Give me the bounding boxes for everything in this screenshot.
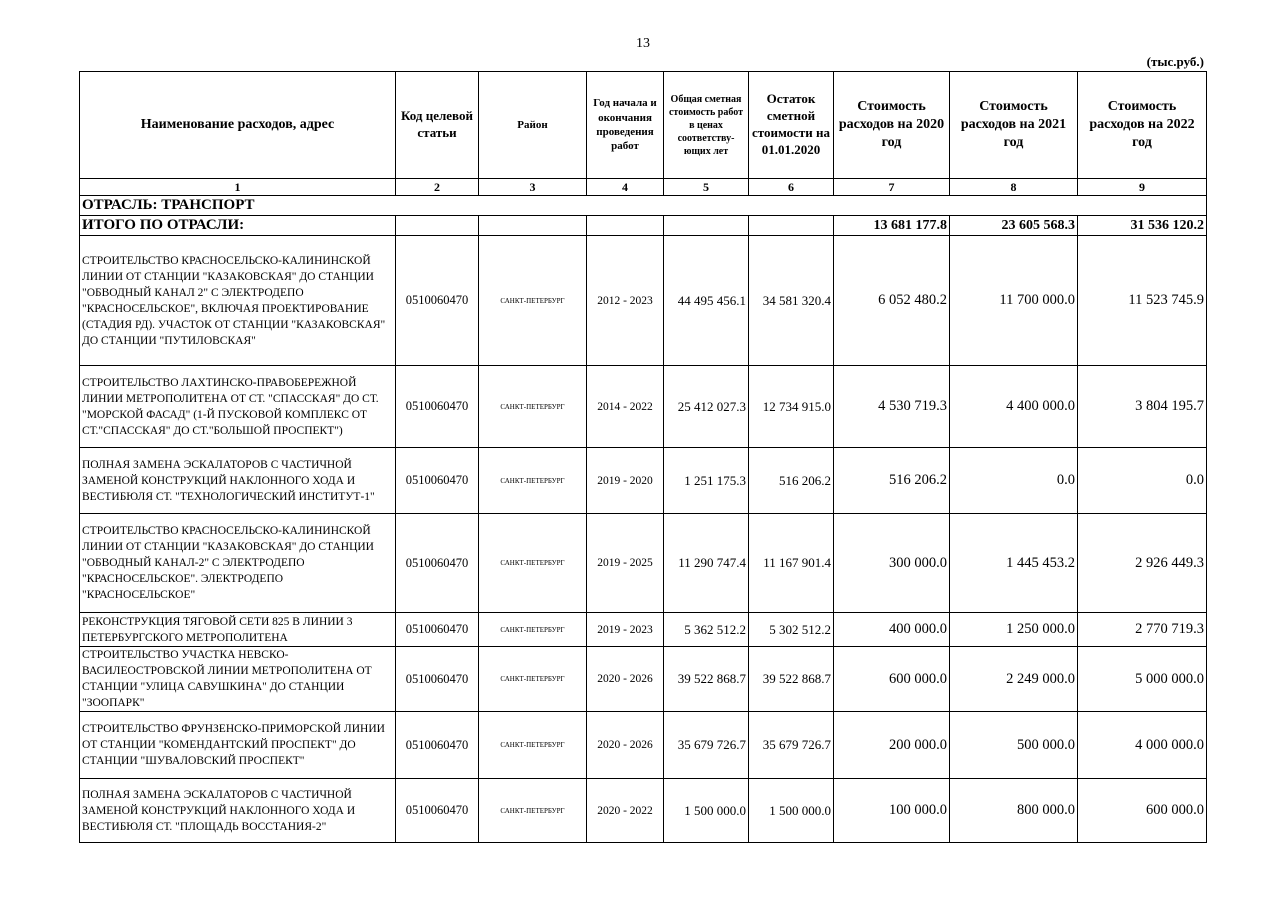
sector-row [80, 196, 1207, 216]
row-name: СТРОИТЕЛЬСТВО УЧАСТКА НЕВСКО-ВАСИЛЕОСТРОВСКОЙ ЛИНИИ МЕТРОПОЛИТЕНА ОТ СТАНЦИИ "УЛИЦА САВУШКИНА" ДО СТАНЦИИ "ЗООПАРК" [80, 647, 396, 712]
row-district: САНКТ-ПЕТЕРБУРГ [479, 613, 587, 647]
row-period: 2019 - 2020 [587, 448, 664, 514]
empty-cell [587, 216, 664, 236]
row-2020: 4 530 719.3 [834, 366, 950, 448]
row-period: 2019 - 2023 [587, 613, 664, 647]
total-2020: 13 681 177.8 [834, 216, 950, 236]
row-code: 0510060470 [396, 448, 479, 514]
table-row [80, 448, 1207, 514]
header-name: Наименование расходов, адрес [80, 72, 396, 179]
total-2021: 23 605 568.3 [950, 216, 1078, 236]
column-number: 3 [479, 179, 587, 196]
table-row [80, 613, 1207, 647]
total-label: ИТОГО ПО ОТРАСЛИ: [80, 216, 396, 236]
row-2020: 200 000.0 [834, 712, 950, 779]
row-total-cost: 39 522 868.7 [664, 647, 749, 712]
row-code: 0510060470 [396, 779, 479, 843]
row-2021: 1 250 000.0 [950, 613, 1078, 647]
row-code: 0510060470 [396, 366, 479, 448]
row-2022: 2 770 719.3 [1078, 613, 1207, 647]
column-number: 9 [1078, 179, 1207, 196]
table-row [80, 779, 1207, 843]
total-2022: 31 536 120.2 [1078, 216, 1207, 236]
row-period: 2019 - 2025 [587, 514, 664, 613]
row-2021: 2 249 000.0 [950, 647, 1078, 712]
row-remainder: 1 500 000.0 [749, 779, 834, 843]
empty-cell [479, 216, 587, 236]
row-total-cost: 5 362 512.2 [664, 613, 749, 647]
row-district: САНКТ-ПЕТЕРБУРГ [479, 712, 587, 779]
header-code: Код целевой статьи [396, 72, 479, 179]
row-2022: 600 000.0 [1078, 779, 1207, 843]
table-row [80, 647, 1207, 712]
row-2020: 516 206.2 [834, 448, 950, 514]
header-remainder: Остаток сметной стоимости на 01.01.2020 [749, 72, 834, 179]
row-period: 2020 - 2026 [587, 647, 664, 712]
row-2021: 800 000.0 [950, 779, 1078, 843]
row-2020: 6 052 480.2 [834, 236, 950, 366]
row-remainder: 12 734 915.0 [749, 366, 834, 448]
row-total-cost: 44 495 456.1 [664, 236, 749, 366]
row-2022: 3 804 195.7 [1078, 366, 1207, 448]
row-name: РЕКОНСТРУКЦИЯ ТЯГОВОЙ СЕТИ 825 В ЛИНИИ 3 ПЕТЕРБУРГСКОГО МЕТРОПОЛИТЕНА [80, 613, 396, 647]
row-period: 2012 - 2023 [587, 236, 664, 366]
row-2022: 0.0 [1078, 448, 1207, 514]
row-remainder: 11 167 901.4 [749, 514, 834, 613]
row-2022: 11 523 745.9 [1078, 236, 1207, 366]
total-row [80, 216, 1207, 236]
row-2022: 2 926 449.3 [1078, 514, 1207, 613]
row-remainder: 35 679 726.7 [749, 712, 834, 779]
row-code: 0510060470 [396, 647, 479, 712]
page-number: 13 [636, 36, 650, 51]
row-2020: 300 000.0 [834, 514, 950, 613]
column-number-row [80, 179, 1207, 196]
column-number: 8 [950, 179, 1078, 196]
column-number: 5 [664, 179, 749, 196]
table-row [80, 712, 1207, 779]
column-number: 2 [396, 179, 479, 196]
column-number: 7 [834, 179, 950, 196]
row-2021: 4 400 000.0 [950, 366, 1078, 448]
column-number: 6 [749, 179, 834, 196]
table-row [80, 514, 1207, 613]
row-name: СТРОИТЕЛЬСТВО ЛАХТИНСКО-ПРАВОБЕРЕЖНОЙ ЛИНИИ МЕТРОПОЛИТЕНА ОТ СТ. "СПАССКАЯ" ДО СТ. "МОРСКОЙ ФАСАД" (1-Й ПУСКОВОЙ КОМПЛЕКС ОТ СТ."СПАССКАЯ" ДО СТ."БОЛЬШОЙ ПРОСПЕКТ") [80, 366, 396, 448]
row-2021: 0.0 [950, 448, 1078, 514]
header-period: Год начала и окончания проведения работ [587, 72, 664, 179]
row-code: 0510060470 [396, 236, 479, 366]
row-2020: 600 000.0 [834, 647, 950, 712]
row-remainder: 34 581 320.4 [749, 236, 834, 366]
units-label: (тыс.руб.) [1146, 54, 1204, 69]
column-number: 1 [80, 179, 396, 196]
row-name: СТРОИТЕЛЬСТВО КРАСНОСЕЛЬСКО-КАЛИНИНСКОЙ ЛИНИИ ОТ СТАНЦИИ "КАЗАКОВСКАЯ" ДО СТАНЦИИ "ОБВОДНЫЙ КАНАЛ 2" С ЭЛЕКТРОДЕПО "КРАСНОСЕЛЬСКОЕ", ВКЛЮЧАЯ ПРОЕКТИРОВАНИЕ (СТАДИЯ РД). УЧАСТОК ОТ СТАНЦИИ "КАЗАКОВСКАЯ" ДО СТАНЦИИ "ПУТИЛОВСКАЯ" [80, 236, 396, 366]
row-name: СТРОИТЕЛЬСТВО ФРУНЗЕНСКО-ПРИМОРСКОЙ ЛИНИИ ОТ СТАНЦИИ "КОМЕНДАНТСКИЙ ПРОСПЕКТ" ДО СТАНЦИИ "ШУВАЛОВСКИЙ ПРОСПЕКТ" [80, 712, 396, 779]
row-code: 0510060470 [396, 712, 479, 779]
header-2021: Стоимость расходов на 2021 год [950, 72, 1078, 179]
row-2020: 400 000.0 [834, 613, 950, 647]
row-remainder: 5 302 512.2 [749, 613, 834, 647]
row-total-cost: 11 290 747.4 [664, 514, 749, 613]
data-rows [80, 236, 1207, 843]
table-row [80, 236, 1207, 366]
row-2021: 11 700 000.0 [950, 236, 1078, 366]
row-period: 2014 - 2022 [587, 366, 664, 448]
row-period: 2020 - 2026 [587, 712, 664, 779]
row-2022: 4 000 000.0 [1078, 712, 1207, 779]
row-district: САНКТ-ПЕТЕРБУРГ [479, 366, 587, 448]
row-district: САНКТ-ПЕТЕРБУРГ [479, 236, 587, 366]
row-2021: 500 000.0 [950, 712, 1078, 779]
row-district: САНКТ-ПЕТЕРБУРГ [479, 779, 587, 843]
row-name: ПОЛНАЯ ЗАМЕНА ЭСКАЛАТОРОВ С ЧАСТИЧНОЙ ЗАМЕНОЙ КОНСТРУКЦИЙ НАКЛОННОГО ХОДА И ВЕСТИБЮЛЯ СТ. "ТЕХНОЛОГИЧЕСКИЙ ИНСТИТУТ-1" [80, 448, 396, 514]
row-district: САНКТ-ПЕТЕРБУРГ [479, 514, 587, 613]
sector-title: ОТРАСЛЬ: ТРАНСПОРТ [80, 196, 1207, 216]
row-2022: 5 000 000.0 [1078, 647, 1207, 712]
row-total-cost: 25 412 027.3 [664, 366, 749, 448]
row-2020: 100 000.0 [834, 779, 950, 843]
empty-cell [664, 216, 749, 236]
header-total-cost: Общая сметная стоимость работ в ценах соответству-ющих лет [664, 72, 749, 179]
table-row [80, 366, 1207, 448]
row-district: САНКТ-ПЕТЕРБУРГ [479, 448, 587, 514]
row-district: САНКТ-ПЕТЕРБУРГ [479, 647, 587, 712]
row-name: СТРОИТЕЛЬСТВО КРАСНОСЕЛЬСКО-КАЛИНИНСКОЙ ЛИНИИ ОТ СТАНЦИИ "КАЗАКОВСКАЯ" ДО СТАНЦИИ "ОБВОДНЫЙ КАНАЛ-2" С ЭЛЕКТРОДЕПО "КРАСНОСЕЛЬСКОЕ". ЭЛЕКТРОДЕПО "КРАСНОСЕЛЬСКОЕ" [80, 514, 396, 613]
row-remainder: 39 522 868.7 [749, 647, 834, 712]
header-2022: Стоимость расходов на 2022 год [1078, 72, 1207, 179]
row-remainder: 516 206.2 [749, 448, 834, 514]
header-district: Район [479, 72, 587, 179]
header-2020: Стоимость расходов на 2020 год [834, 72, 950, 179]
budget-table [79, 71, 1207, 843]
empty-cell [396, 216, 479, 236]
row-total-cost: 1 500 000.0 [664, 779, 749, 843]
column-number: 4 [587, 179, 664, 196]
row-total-cost: 1 251 175.3 [664, 448, 749, 514]
row-2021: 1 445 453.2 [950, 514, 1078, 613]
row-code: 0510060470 [396, 613, 479, 647]
row-code: 0510060470 [396, 514, 479, 613]
empty-cell [749, 216, 834, 236]
header-row [80, 72, 1207, 179]
row-name: ПОЛНАЯ ЗАМЕНА ЭСКАЛАТОРОВ С ЧАСТИЧНОЙ ЗАМЕНОЙ КОНСТРУКЦИЙ НАКЛОННОГО ХОДА И ВЕСТИБЮЛЯ СТ. "ПЛОЩАДЬ ВОССТАНИЯ-2" [80, 779, 396, 843]
row-period: 2020 - 2022 [587, 779, 664, 843]
row-total-cost: 35 679 726.7 [664, 712, 749, 779]
